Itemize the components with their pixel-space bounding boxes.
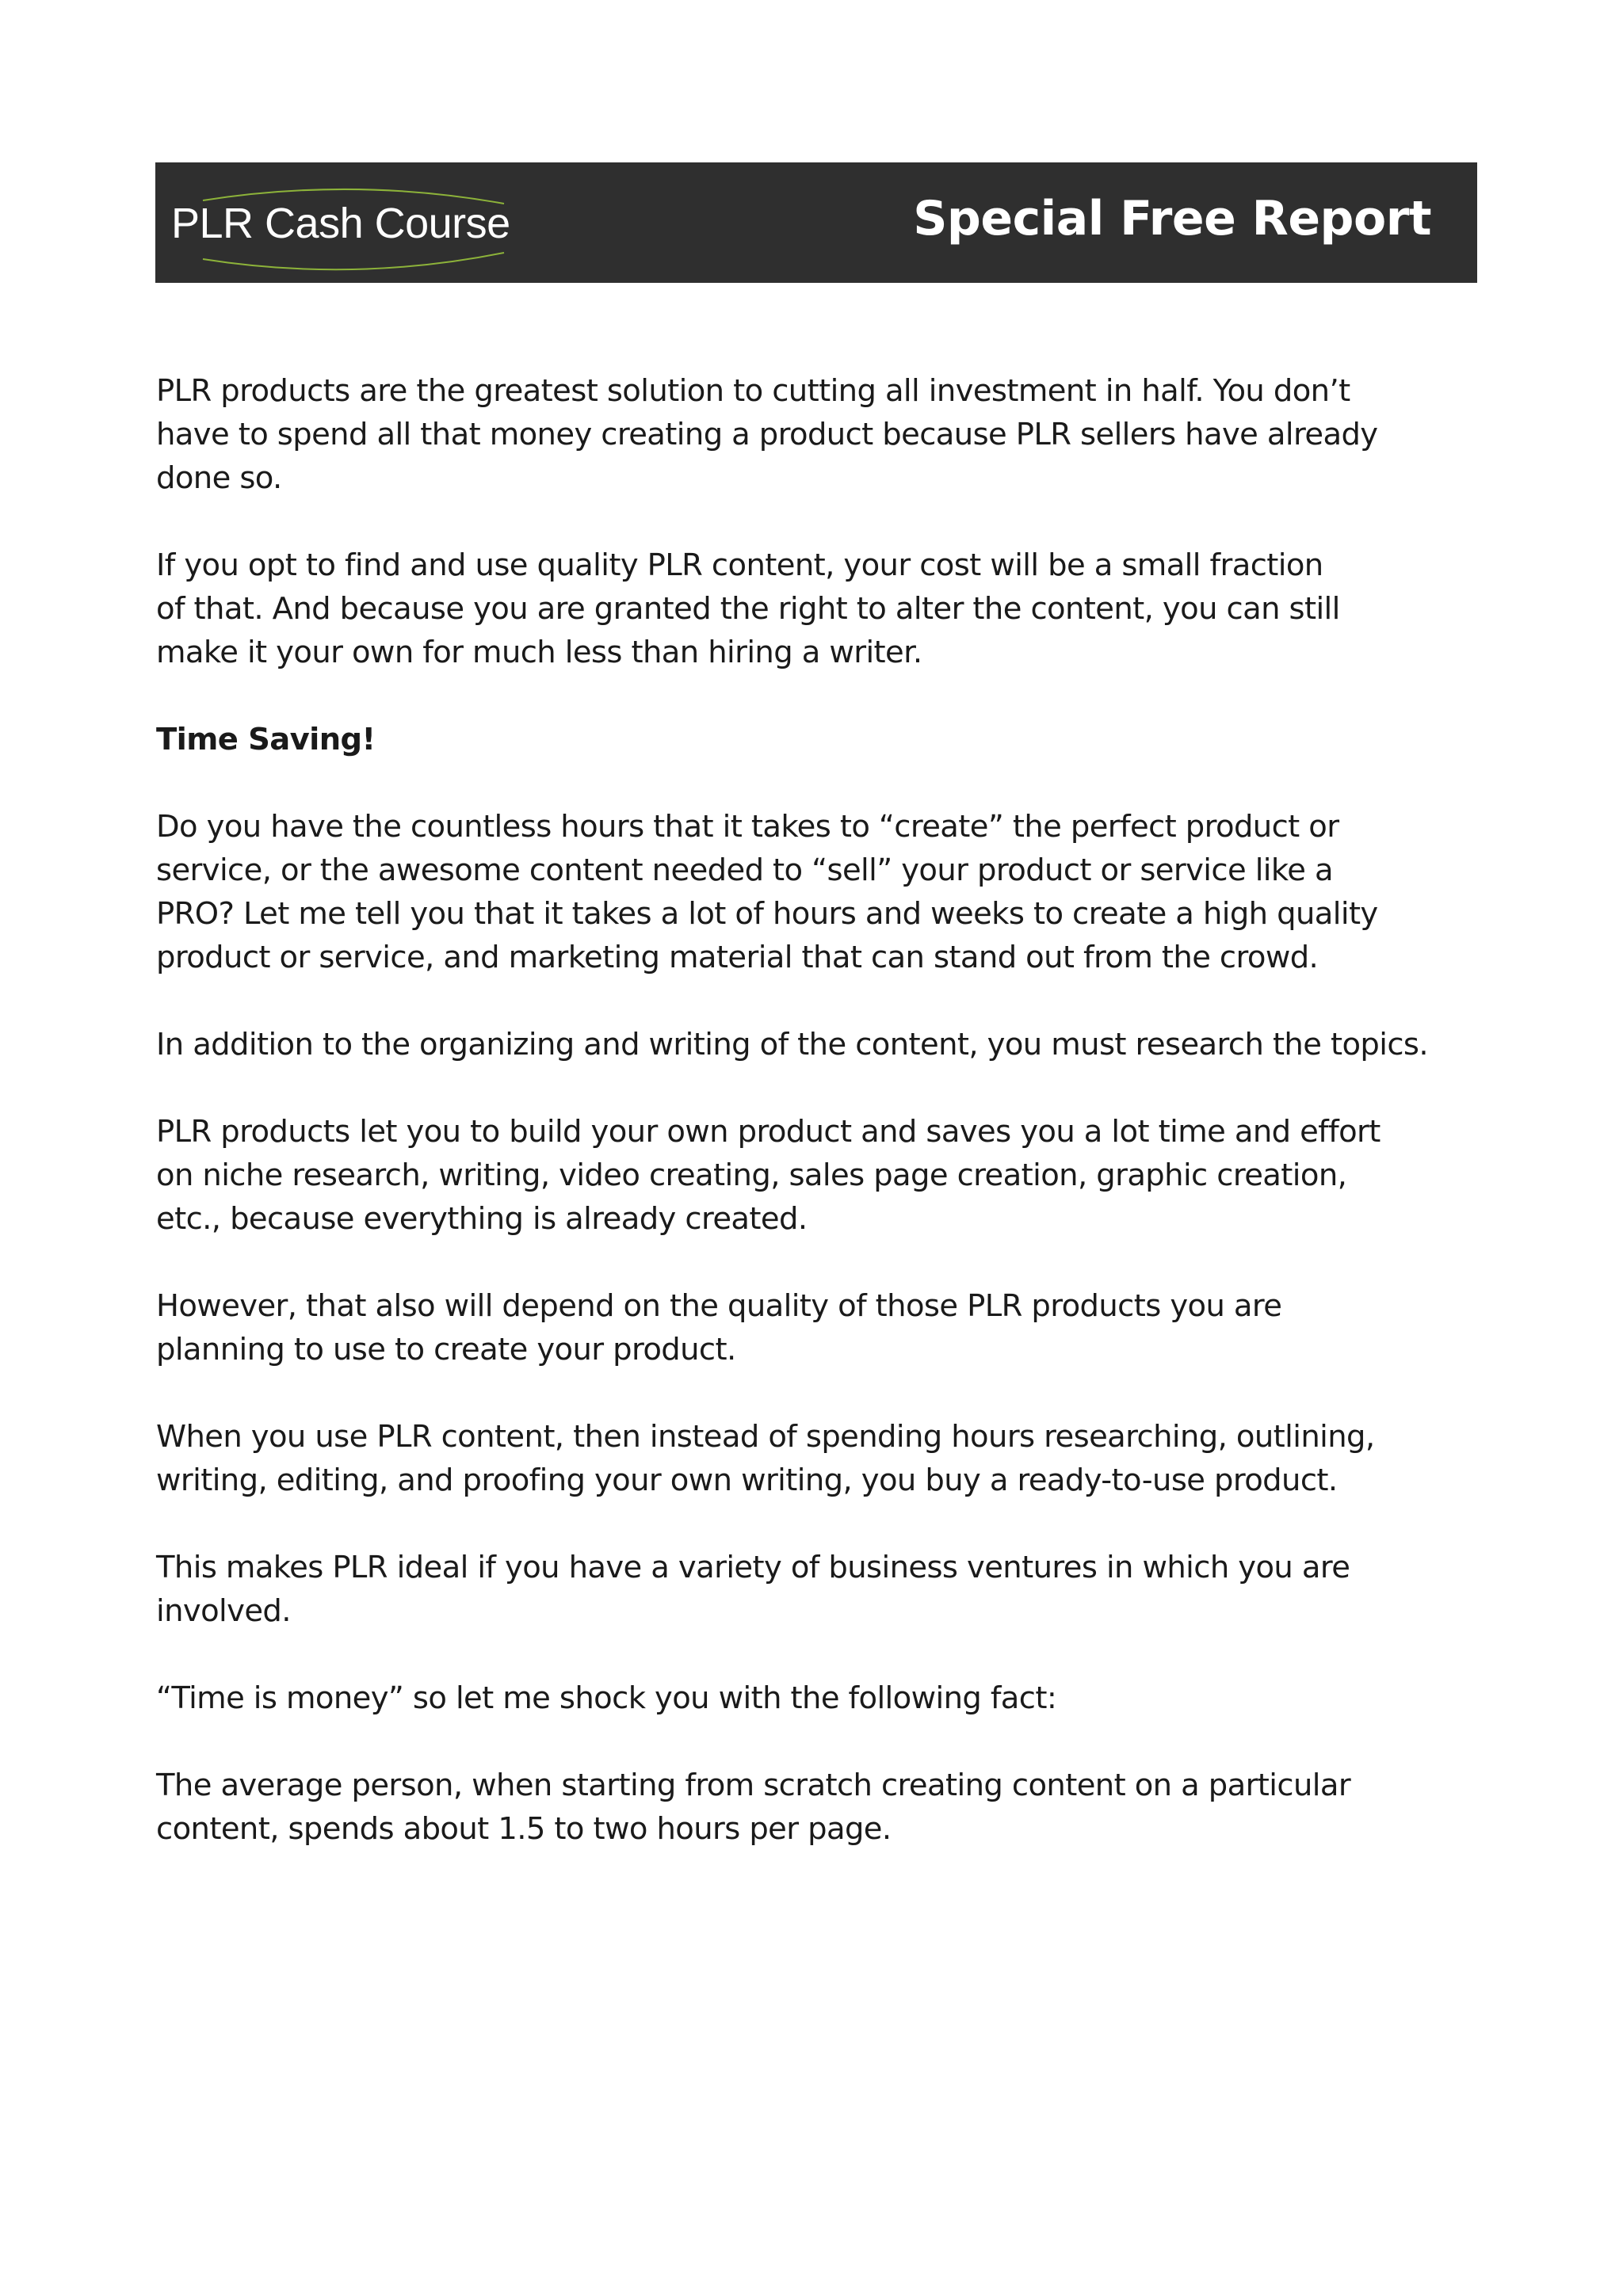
report-title: Special Free Report <box>913 191 1431 246</box>
logo-text: PLR Cash Course <box>171 200 510 247</box>
header-banner <box>155 162 1477 283</box>
plr-cash-course-logo <box>171 186 520 273</box>
paragraph: If you opt to find and use quality PLR content, your cost will be a small fraction of that. And because you are granted the right to alter the content, you can still make it your own for much less than hiring a writer. <box>156 547 1340 670</box>
paragraph: “Time is money” so let me shock you with the following fact: <box>156 1680 1057 1716</box>
paragraph: When you use PLR content, then instead of spending hours researching, outlining, writing, editing, and proofing your own writing, you buy a ready-to-use product. <box>156 1419 1375 1498</box>
paragraph: Do you have the countless hours that it takes to “create” the perfect product or service, or the awesome content needed to “sell” your product or service like a PRO? Let me tell you that it takes a lot of hours and weeks to create a high quality product or service, and marketing material that can stand out from the crowd. <box>156 809 1378 975</box>
paragraph: This makes PLR ideal if you have a variety of business ventures in which you are involved. <box>156 1550 1350 1629</box>
paragraph: PLR products are the greatest solution to cutting all investment in half. You don’t have to spend all that money creating a product because PLR sellers have already done so. <box>156 373 1378 496</box>
paragraph: The average person, when starting from scratch creating content on a particular content, spends about 1.5 to two hours per page. <box>156 1768 1351 1847</box>
paragraph: In addition to the organizing and writing of the content, you must research the topics. <box>156 1027 1429 1062</box>
paragraph: However, that also will depend on the quality of those PLR products you are planning to use to create your product. <box>156 1288 1282 1367</box>
report-body <box>156 369 1472 1894</box>
paragraph: PLR products let you to build your own product and saves you a lot time and effort on niche research, writing, video creating, sales page creation, graphic creation, etc., because everything is already created. <box>156 1114 1381 1237</box>
section-heading: Time Saving! <box>156 722 376 757</box>
